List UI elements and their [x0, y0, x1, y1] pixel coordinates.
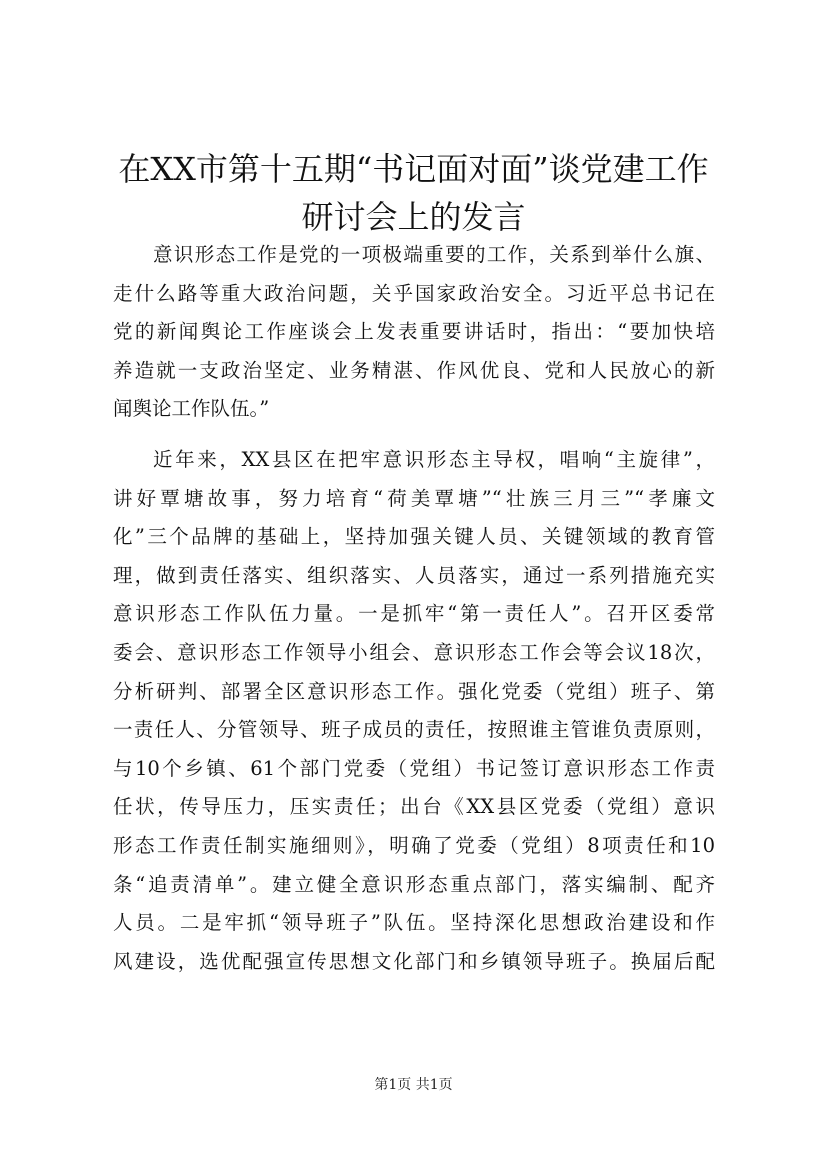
document-title [100, 145, 727, 241]
text-line: 形态工作责任制实施细则》，明确了党委（党组）8项责任和10 [113, 833, 715, 857]
text-line: 党的新闻舆论工作座谈会上发表重要讲话时，指出：“要加快培 [113, 320, 715, 344]
text-line: 一责任人、分管领导、班子成员的责任，按照谁主管谁负责原则， [113, 718, 715, 742]
paragraph-2 [113, 441, 715, 981]
text-line: 闻舆论工作队伍。” [113, 397, 270, 421]
title-line-1: 在XX市第十五期“书记面对面”谈党建工作 [118, 150, 709, 188]
text-line: 人员。二是牢抓“领导班子”队伍。坚持深化思想政治建设和作 [113, 911, 715, 935]
text-line: 委会、意识形态工作领导小组会、意识形态工作会等会议18次， [113, 640, 715, 664]
text-line: 意识形态工作是党的一项极端重要的工作，关系到举什么旗、 [153, 243, 715, 266]
text-line: 风建设，选优配强宣传思想文化部门和乡镇领导班子。换届后配 [113, 949, 715, 973]
text-line: 近年来，XX县区在把牢意识形态主导权，唱响“主旋律”， [153, 447, 715, 471]
paragraph-1 [113, 236, 715, 429]
text-line: 理，做到责任落实、组织落实、人员落实，通过一系列措施充实 [113, 563, 715, 587]
page-number: 第1页 共1页 [374, 1077, 453, 1093]
text-line: 养造就一支政治坚定、业务精湛、作风优良、党和人民放心的新 [113, 358, 715, 382]
text-line: 走什么路等重大政治问题，关乎国家政治安全。习近平总书记在 [113, 281, 715, 305]
text-line: 任状，传导压力，压实责任；出台《XX县区党委（党组）意识 [113, 795, 715, 819]
text-line: 讲好覃塘故事，努力培育“荷美覃塘”“壮族三月三”“孝廉文 [113, 486, 715, 510]
text-line: 条“追责清单”。建立健全意识形态重点部门，落实编制、配齐 [113, 872, 715, 896]
text-line: 意识形态工作队伍力量。一是抓牢“第一责任人”。召开区委常 [113, 602, 715, 626]
page-footer [0, 1075, 827, 1095]
text-line: 化”三个品牌的基础上，坚持加强关键人员、关键领域的教育管 [113, 525, 715, 549]
text-line: 分析研判、部署全区意识形态工作。强化党委（党组）班子、第 [113, 679, 715, 703]
title-line-2: 研讨会上的发言 [301, 198, 526, 236]
document-body [113, 236, 715, 981]
text-line: 与10个乡镇、61个部门党委（党组）书记签订意识形态工作责 [113, 756, 715, 780]
